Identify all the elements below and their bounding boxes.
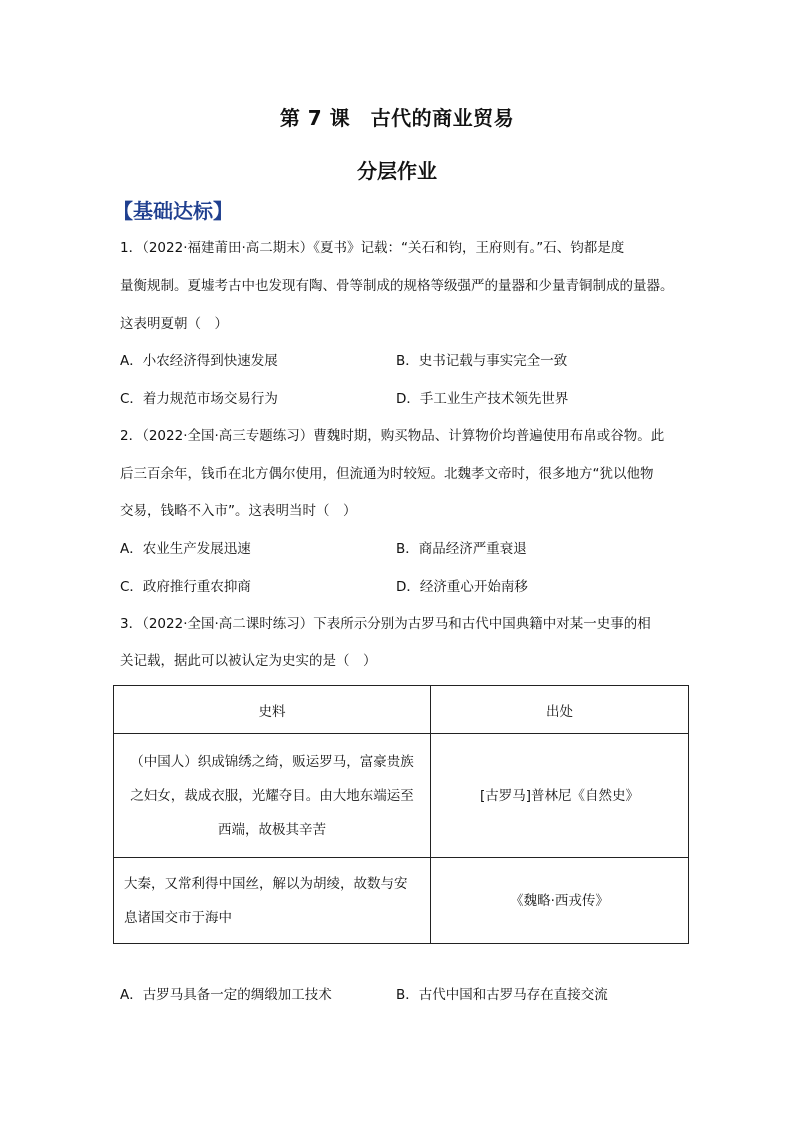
question-2-line-3: 交易，钱略不入市”。这表明当时（ ） [120,503,357,519]
table-cell-source: 《魏略·西戎传》 [431,858,689,944]
table-header-source: 出处 [431,686,689,734]
question-2-line-1: 2．（2022·全国·高三专题练习）曹魏时期，购买物品、计算物价均普遍使用布帛或谷物。此 [120,428,665,444]
material-line: 西端，故极其辛苦 [218,821,326,838]
material-line: 之妇女，裁成衣服，光耀夺目。由大地东端运至 [130,787,414,804]
section-heading: 【基础达标】 [113,199,233,223]
table-header-row [114,686,689,734]
question-1-option-b[interactable]: B．史书记载与事实完全一致 [396,353,568,369]
question-3-option-a[interactable]: A．古罗马具备一定的绸缎加工技术 [120,987,332,1003]
table-cell-source: [古罗马]普林尼《自然史》 [431,734,689,858]
page-subtitle: 分层作业 [357,159,437,183]
question-1-line-2: 量衡规制。夏墟考古中也发现有陶、骨等制成的规格等级强严的量器和少量青铜制成的量器。 [120,278,674,294]
question-1-line-3: 这表明夏朝（ ） [120,316,228,332]
question-2-option-c[interactable]: C．政府推行重农抑商 [120,579,251,595]
question-1-option-d[interactable]: D．手工业生产技术领先世界 [396,391,569,407]
material-line: 息诸国交市于海中 [124,909,232,926]
table-row [114,734,689,858]
table-cell-material [114,734,431,858]
question-3-option-b[interactable]: B．古代中国和古罗马存在直接交流 [396,987,608,1003]
material-line: 大秦，又常利得中国丝，解以为胡绫，故数与安 [124,875,408,892]
question-2-option-d[interactable]: D．经济重心开始南移 [396,579,528,595]
page-title: 第 7 课 古代的商业贸易 [279,106,515,130]
question-2-line-2: 后三百余年，钱币在北方偶尔使用，但流通为时较短。北魏孝文帝时，很多地方“犹以他物 [120,466,654,482]
question-1-line-1: 1．（2022·福建莆田·高二期末）《夏书》记载：“关石和钧，王府则有。”石、钧都是度 [120,240,625,256]
question-3-line-2: 关记载，据此可以被认定为史实的是（ ） [120,653,377,669]
source-table [113,685,689,944]
table-row [114,858,689,944]
question-1-option-a[interactable]: A．小农经济得到快速发展 [120,353,278,369]
question-1-option-c[interactable]: C．着力规范市场交易行为 [120,391,278,407]
question-2-option-a[interactable]: A．农业生产发展迅速 [120,541,251,557]
material-line: （中国人）织成锦绣之绮，贩运罗马，富豪贵族 [130,753,414,770]
question-3-line-1: 3．（2022·全国·高二课时练习）下表所示分别为古罗马和古代中国典籍中对某一史事的相 [120,616,651,632]
table-cell-material [114,858,431,944]
question-2-option-b[interactable]: B．商品经济严重衰退 [396,541,527,557]
table-header-material: 史料 [114,686,431,734]
